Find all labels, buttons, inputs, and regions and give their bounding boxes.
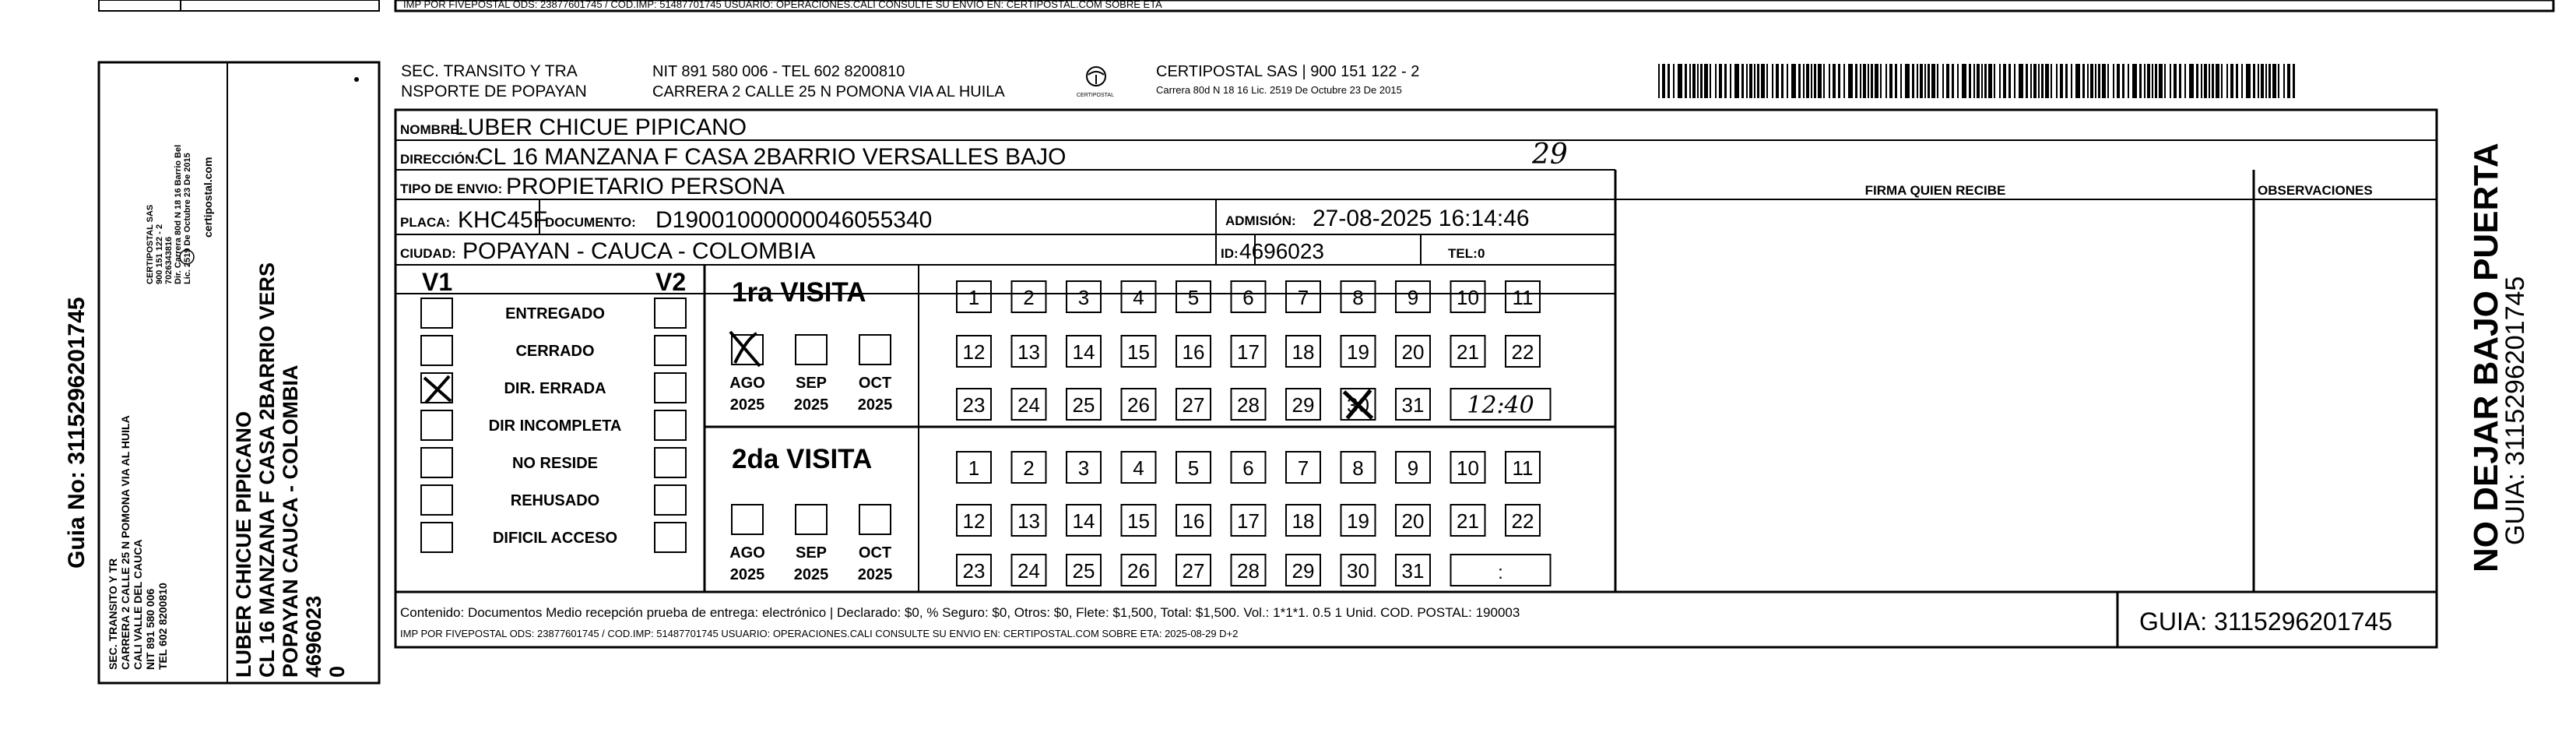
day-number: 29	[1292, 559, 1315, 583]
stub-company-line: CERTIPOSTAL SAS	[146, 204, 155, 284]
day-number: 16	[1182, 509, 1205, 533]
observaciones-label: OBSERVACIONES	[2258, 183, 2373, 198]
admision-value: 27-08-2025 16:14:46	[1313, 206, 1530, 231]
day-number: 27	[1182, 559, 1205, 583]
nombre-value: LUBER CHICUE PIPICANO	[455, 114, 747, 140]
status-label: CERRADO	[515, 343, 595, 360]
placa-value: KHC45F	[458, 207, 548, 233]
stub-sender-line: NIT 891 580 006	[144, 588, 156, 670]
day-number: 5	[1187, 286, 1200, 309]
status-label: NO RESIDE	[511, 455, 599, 472]
stub-company-line: Dir. Carrera 80d N 18 16 Barrio Bel	[174, 144, 183, 284]
year-label: 2025	[793, 566, 829, 583]
v1-checkbox[interactable]	[421, 336, 452, 365]
first-visit-months	[729, 332, 892, 414]
barcode	[1658, 64, 2295, 98]
day-number: 17	[1237, 340, 1260, 364]
stub	[64, 62, 379, 683]
day-number: 19	[1347, 340, 1369, 364]
v2-checkbox[interactable]	[655, 523, 686, 552]
tel-label: TEL:	[1448, 246, 1478, 261]
day-number: 12	[962, 509, 986, 533]
side-line-1: NO DEJAR BAJO PUERTA	[2467, 143, 2505, 572]
day-number: 29	[1292, 393, 1315, 417]
day-number: 19	[1347, 509, 1369, 533]
day-number: 18	[1292, 509, 1315, 533]
v1-checkbox[interactable]	[421, 523, 452, 552]
day-number: 4	[1133, 286, 1144, 309]
second-visit-title: 2da VISITA	[732, 444, 873, 474]
documento-label: DOCUMENTO:	[545, 215, 636, 230]
v1-label: V1	[422, 268, 453, 296]
admision-label: ADMISIÓN:	[1225, 213, 1296, 228]
first-visit-title: 1ra VISITA	[732, 277, 866, 308]
day-number: 17	[1237, 509, 1260, 533]
stub-sender-line: CALI VALLE DEL CAUCA	[132, 539, 144, 670]
stub-sender-line: CARRERA 2 CALLE 25 N POMONA VIA AL HUILA	[119, 415, 132, 670]
day-number: 27	[1182, 393, 1205, 417]
day-number: 6	[1242, 286, 1254, 309]
footer-line-1: Contenido: Documentos Medio recepción prueba de entrega: electrónico | Declarado: $0, % Seguro: $0, Otros: $0, Flete: $1,500, Total: $1,500. Vol.: 1*1*1. 0.5 1 Unid. COD. POSTAL: 190003	[400, 605, 1520, 620]
day-number: 14	[1072, 340, 1095, 364]
day-number: 21	[1457, 340, 1479, 364]
year-label: 2025	[729, 566, 765, 583]
tipo-value: PROPIETARIO PERSONA	[506, 174, 785, 199]
second-visit-months	[729, 505, 892, 583]
stub-recipient-line: POPAYAN CAUCA - COLOMBIA	[279, 364, 302, 678]
first-visit-days	[957, 281, 1551, 420]
day-number: 9	[1407, 286, 1419, 309]
day-number: 3	[1077, 456, 1090, 480]
tel-value: 0	[1478, 246, 1485, 261]
stub-guia-label: Guia No: 3115296201745	[64, 297, 90, 569]
side-line-2: GUIA: 3115296201745	[2500, 276, 2530, 545]
x-mark-icon	[730, 332, 760, 366]
stub-recipient-line: LUBER CHICUE PIPICANO	[232, 410, 255, 678]
top-strip	[99, 0, 2553, 11]
stub-company-line: 7026343816	[164, 236, 174, 284]
month-label: SEP	[795, 544, 828, 562]
firma-label: FIRMA QUIEN RECIBE	[1864, 183, 2006, 198]
year-label: 2025	[793, 396, 829, 414]
day-number: 5	[1187, 456, 1200, 480]
day-number: 20	[1401, 509, 1425, 533]
stub-company	[146, 145, 214, 284]
day-number: 26	[1127, 559, 1150, 583]
footer-line-2: IMP POR FIVEPOSTAL ODS: 23877601745 / COD.IMP: 51487701745 USUARIO: OPERACIONES.CALI CONSULTE SU ENVIO EN: CERTIPOSTAL.COM SOBRE ETA: 2025-08-29 D+2	[400, 628, 1239, 639]
day-number: 18	[1292, 340, 1315, 364]
status-label: DIFICIL ACCESO	[492, 530, 618, 547]
nombre-label: NOMBRE:	[400, 122, 464, 137]
visit-time: :	[1498, 562, 1503, 583]
sender-address: CARRERA 2 CALLE 25 N POMONA VIA AL HUILA	[652, 83, 1005, 100]
tipo-label: TIPO DE ENVIO:	[400, 181, 503, 196]
stub-recipient-line: 4696023	[302, 595, 325, 678]
day-number: 20	[1401, 340, 1425, 364]
day-number: 12	[962, 340, 986, 364]
day-number: 22	[1511, 340, 1534, 364]
sender-nit: NIT 891 580 006 - TEL 602 8200810	[652, 63, 905, 80]
month-label: SEP	[795, 375, 828, 392]
day-number: 25	[1072, 559, 1095, 583]
day-number: 1	[968, 456, 980, 480]
status-label: DIR INCOMPLETA	[488, 417, 622, 435]
month-checkbox[interactable]	[796, 335, 827, 364]
ciudad-label: CIUDAD:	[400, 246, 456, 261]
day-number: 30	[1347, 559, 1369, 583]
month-checkbox[interactable]	[859, 335, 891, 364]
stub-company-line: 900 151 122 - 2	[155, 224, 164, 284]
day-number: 31	[1401, 559, 1425, 583]
day-number: 28	[1237, 559, 1260, 583]
month-label: AGO	[729, 544, 765, 562]
status-label: REHUSADO	[510, 492, 600, 509]
day-number: 10	[1457, 456, 1479, 480]
status-label: ENTREGADO	[505, 305, 605, 322]
direccion-handwritten: 29	[1532, 139, 1568, 171]
day-number: 13	[1017, 509, 1040, 533]
stub-company-line: Lic. 2519 De Octubre 23 De 2015	[183, 153, 192, 284]
day-number: 16	[1182, 340, 1205, 364]
year-label: 2025	[857, 396, 893, 414]
day-number: 2	[1023, 456, 1035, 480]
day-number: 26	[1127, 393, 1150, 417]
company-line-1: CERTIPOSTAL SAS | 900 151 122 - 2	[1156, 63, 1420, 80]
v1-checkbox[interactable]	[421, 485, 452, 515]
direccion-value: CL 16 MANZANA F CASA 2BARRIO VERSALLES BAJO	[476, 144, 1067, 170]
day-number: 3	[1077, 286, 1090, 309]
month-label: AGO	[729, 375, 765, 392]
day-number: 21	[1457, 509, 1479, 533]
ciudad-value: POPAYAN - CAUCA - COLOMBIA	[462, 238, 816, 264]
v2-checkbox[interactable]	[655, 485, 686, 515]
direccion-label: DIRECCIÓN:	[400, 152, 480, 167]
stub-company-line: certipostal.com	[202, 157, 214, 238]
day-number: 7	[1297, 286, 1309, 309]
day-number: 24	[1017, 393, 1040, 417]
certipostal-logo-icon	[1077, 67, 1114, 98]
v2-checkbox[interactable]	[655, 336, 686, 365]
v2-label: V2	[655, 268, 687, 296]
day-number: 9	[1407, 456, 1419, 480]
day-number: 22	[1511, 509, 1534, 533]
day-number: 8	[1352, 286, 1364, 309]
top-strip-text: IMP POR FIVEPOSTAL ODS: 23877601745 / COD.IMP: 51487701745 USUARIO: OPERACIONES.CALI CONSULTE SU ENVIO EN: CERTIPOSTAL.COM SOBRE ETA	[403, 0, 1162, 10]
documento-value: D19001000000046055340	[655, 207, 933, 233]
day-number: 23	[962, 559, 986, 583]
status-rows	[421, 298, 686, 552]
stub-recipient-line: CL 16 MANZANA F CASA 2BARRIO VERS	[255, 262, 279, 678]
day-number: 31	[1401, 393, 1425, 417]
stub-recipient-line: 0	[325, 665, 349, 678]
day-number: 24	[1017, 559, 1040, 583]
v2-checkbox[interactable]	[655, 373, 686, 403]
day-number: 14	[1072, 509, 1095, 533]
day-number: 11	[1512, 286, 1534, 309]
status-label: DIR. ERRADA	[504, 380, 606, 397]
logo-caption: CERTIPOSTAL	[1077, 93, 1114, 98]
v2-checkbox[interactable]	[655, 410, 686, 440]
day-number: 15	[1127, 509, 1150, 533]
stub-sender	[107, 415, 169, 670]
placa-label: PLACA:	[400, 215, 451, 230]
v2-checkbox[interactable]	[655, 298, 686, 328]
x-mark-icon	[424, 376, 451, 403]
side-note	[2467, 143, 2530, 572]
v2-checkbox[interactable]	[655, 448, 686, 477]
day-number: 7	[1297, 456, 1309, 480]
day-number: 28	[1237, 393, 1260, 417]
month-label: OCT	[858, 544, 892, 562]
id-value: 4696023	[1239, 239, 1325, 263]
day-number: 2	[1023, 286, 1035, 309]
id-label: ID:	[1221, 246, 1239, 261]
sender-name-1: SEC. TRANSITO Y TRA	[401, 62, 578, 80]
v1-checkbox[interactable]	[421, 448, 452, 477]
day-number: 4	[1133, 456, 1144, 480]
main-box	[395, 110, 2437, 647]
day-number: 6	[1242, 456, 1254, 480]
second-visit-days	[957, 452, 1551, 586]
stub-sender-line: SEC. TRANSITO Y TR	[107, 558, 119, 670]
v1-checkbox[interactable]	[421, 298, 452, 328]
day-number: 25	[1072, 393, 1095, 417]
day-number: 30	[1347, 393, 1369, 417]
month-checkbox[interactable]	[796, 505, 827, 534]
stub-sender-line: TEL 602 8200810	[156, 583, 169, 670]
day-number: 15	[1127, 340, 1150, 364]
sender-name-2: NSPORTE DE POPAYAN	[401, 83, 587, 100]
year-label: 2025	[729, 396, 765, 414]
footer-guia: GUIA: 3115296201745	[2139, 608, 2392, 636]
day-number: 8	[1352, 456, 1364, 480]
month-checkbox[interactable]	[732, 505, 763, 534]
day-number: 10	[1457, 286, 1479, 309]
day-number: 23	[962, 393, 986, 417]
visit-time: 12:40	[1467, 392, 1534, 419]
day-number: 1	[968, 286, 980, 309]
day-number: 11	[1512, 456, 1534, 480]
year-label: 2025	[857, 566, 893, 583]
company-line-2: Carrera 80d N 18 16 Lic. 2519 De Octubre 23 De 2015	[1156, 84, 1402, 96]
stub-recipient	[232, 262, 349, 678]
day-number: 13	[1017, 340, 1040, 364]
form-header	[401, 62, 2295, 100]
month-checkbox[interactable]	[859, 505, 891, 534]
v1-checkbox[interactable]	[421, 410, 452, 440]
month-label: OCT	[858, 375, 892, 392]
